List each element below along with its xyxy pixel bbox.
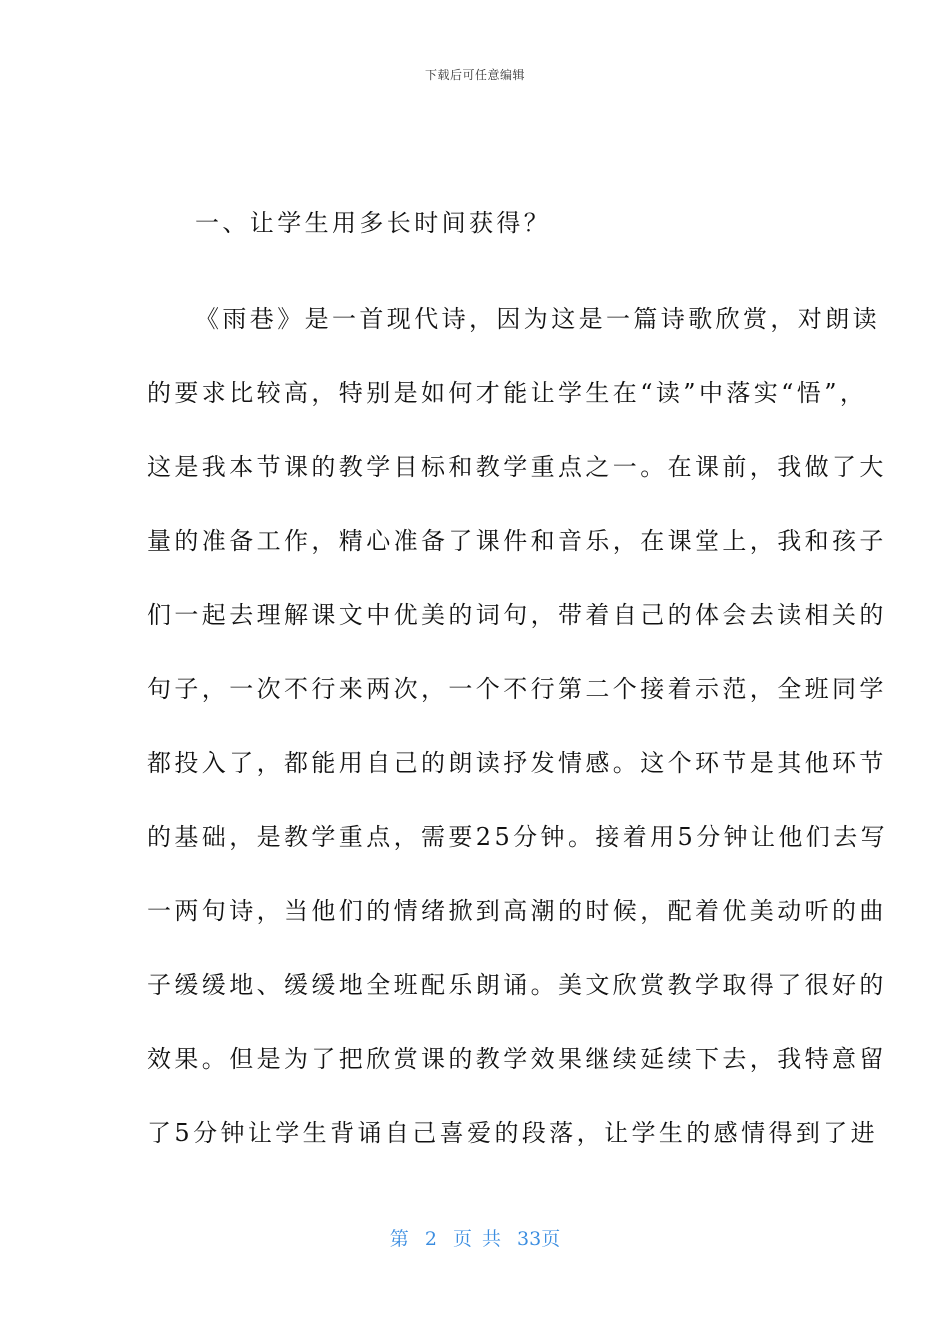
section-heading: 一、让学生用多长时间获得？ [195, 209, 552, 237]
paragraph-line: 效果。但是为了把欣赏课的教学效果继续延续下去，我特意留 [147, 1045, 887, 1073]
footer-total-pages: 33页 [517, 1228, 561, 1250]
page-footer [0, 1224, 950, 1251]
paragraph-line: 子缓缓地、缓缓地全班配乐朗诵。美文欣赏教学取得了很好的 [147, 971, 887, 999]
paragraph-line: 句子，一次不行来两次，一个不行第二个接着示范，全班同学 [147, 675, 887, 703]
footer-current-page: 2 [424, 1228, 437, 1250]
paragraph-line: 都投入了，都能用自己的朗读抒发情感。这个环节是其他环节 [147, 749, 887, 777]
footer-prefix: 第 [389, 1228, 409, 1250]
paragraph-line: 们一起去理解课文中优美的词句，带着自己的体会去读相关的 [147, 601, 887, 629]
paragraph-line: 一两句诗，当他们的情绪掀到高潮的时候，配着优美动听的曲 [147, 897, 887, 925]
paragraph-line: 的要求比较高，特别是如何才能让学生在“读”中落实“悟”， [147, 379, 868, 407]
paragraph-line: 的基础，是教学重点，需要25分钟。接着用5分钟让他们去写 [147, 823, 889, 851]
footer-middle: 页 共 [452, 1228, 501, 1250]
paragraph-line: 了5分钟让学生背诵自己喜爱的段落，让学生的感情得到了进 [147, 1119, 879, 1147]
body-text [147, 195, 889, 1179]
paragraph-line: 这是我本节课的教学目标和教学重点之一。在课前，我做了大 [147, 453, 887, 481]
paragraph-line: 量的准备工作，精心准备了课件和音乐，在课堂上，我和孩子 [147, 527, 887, 555]
header-note: 下载后可任意编辑 [424, 68, 525, 82]
paragraph-line: 《雨巷》是一首现代诗，因为这是一篇诗歌欣赏，对朗读 [195, 305, 880, 333]
